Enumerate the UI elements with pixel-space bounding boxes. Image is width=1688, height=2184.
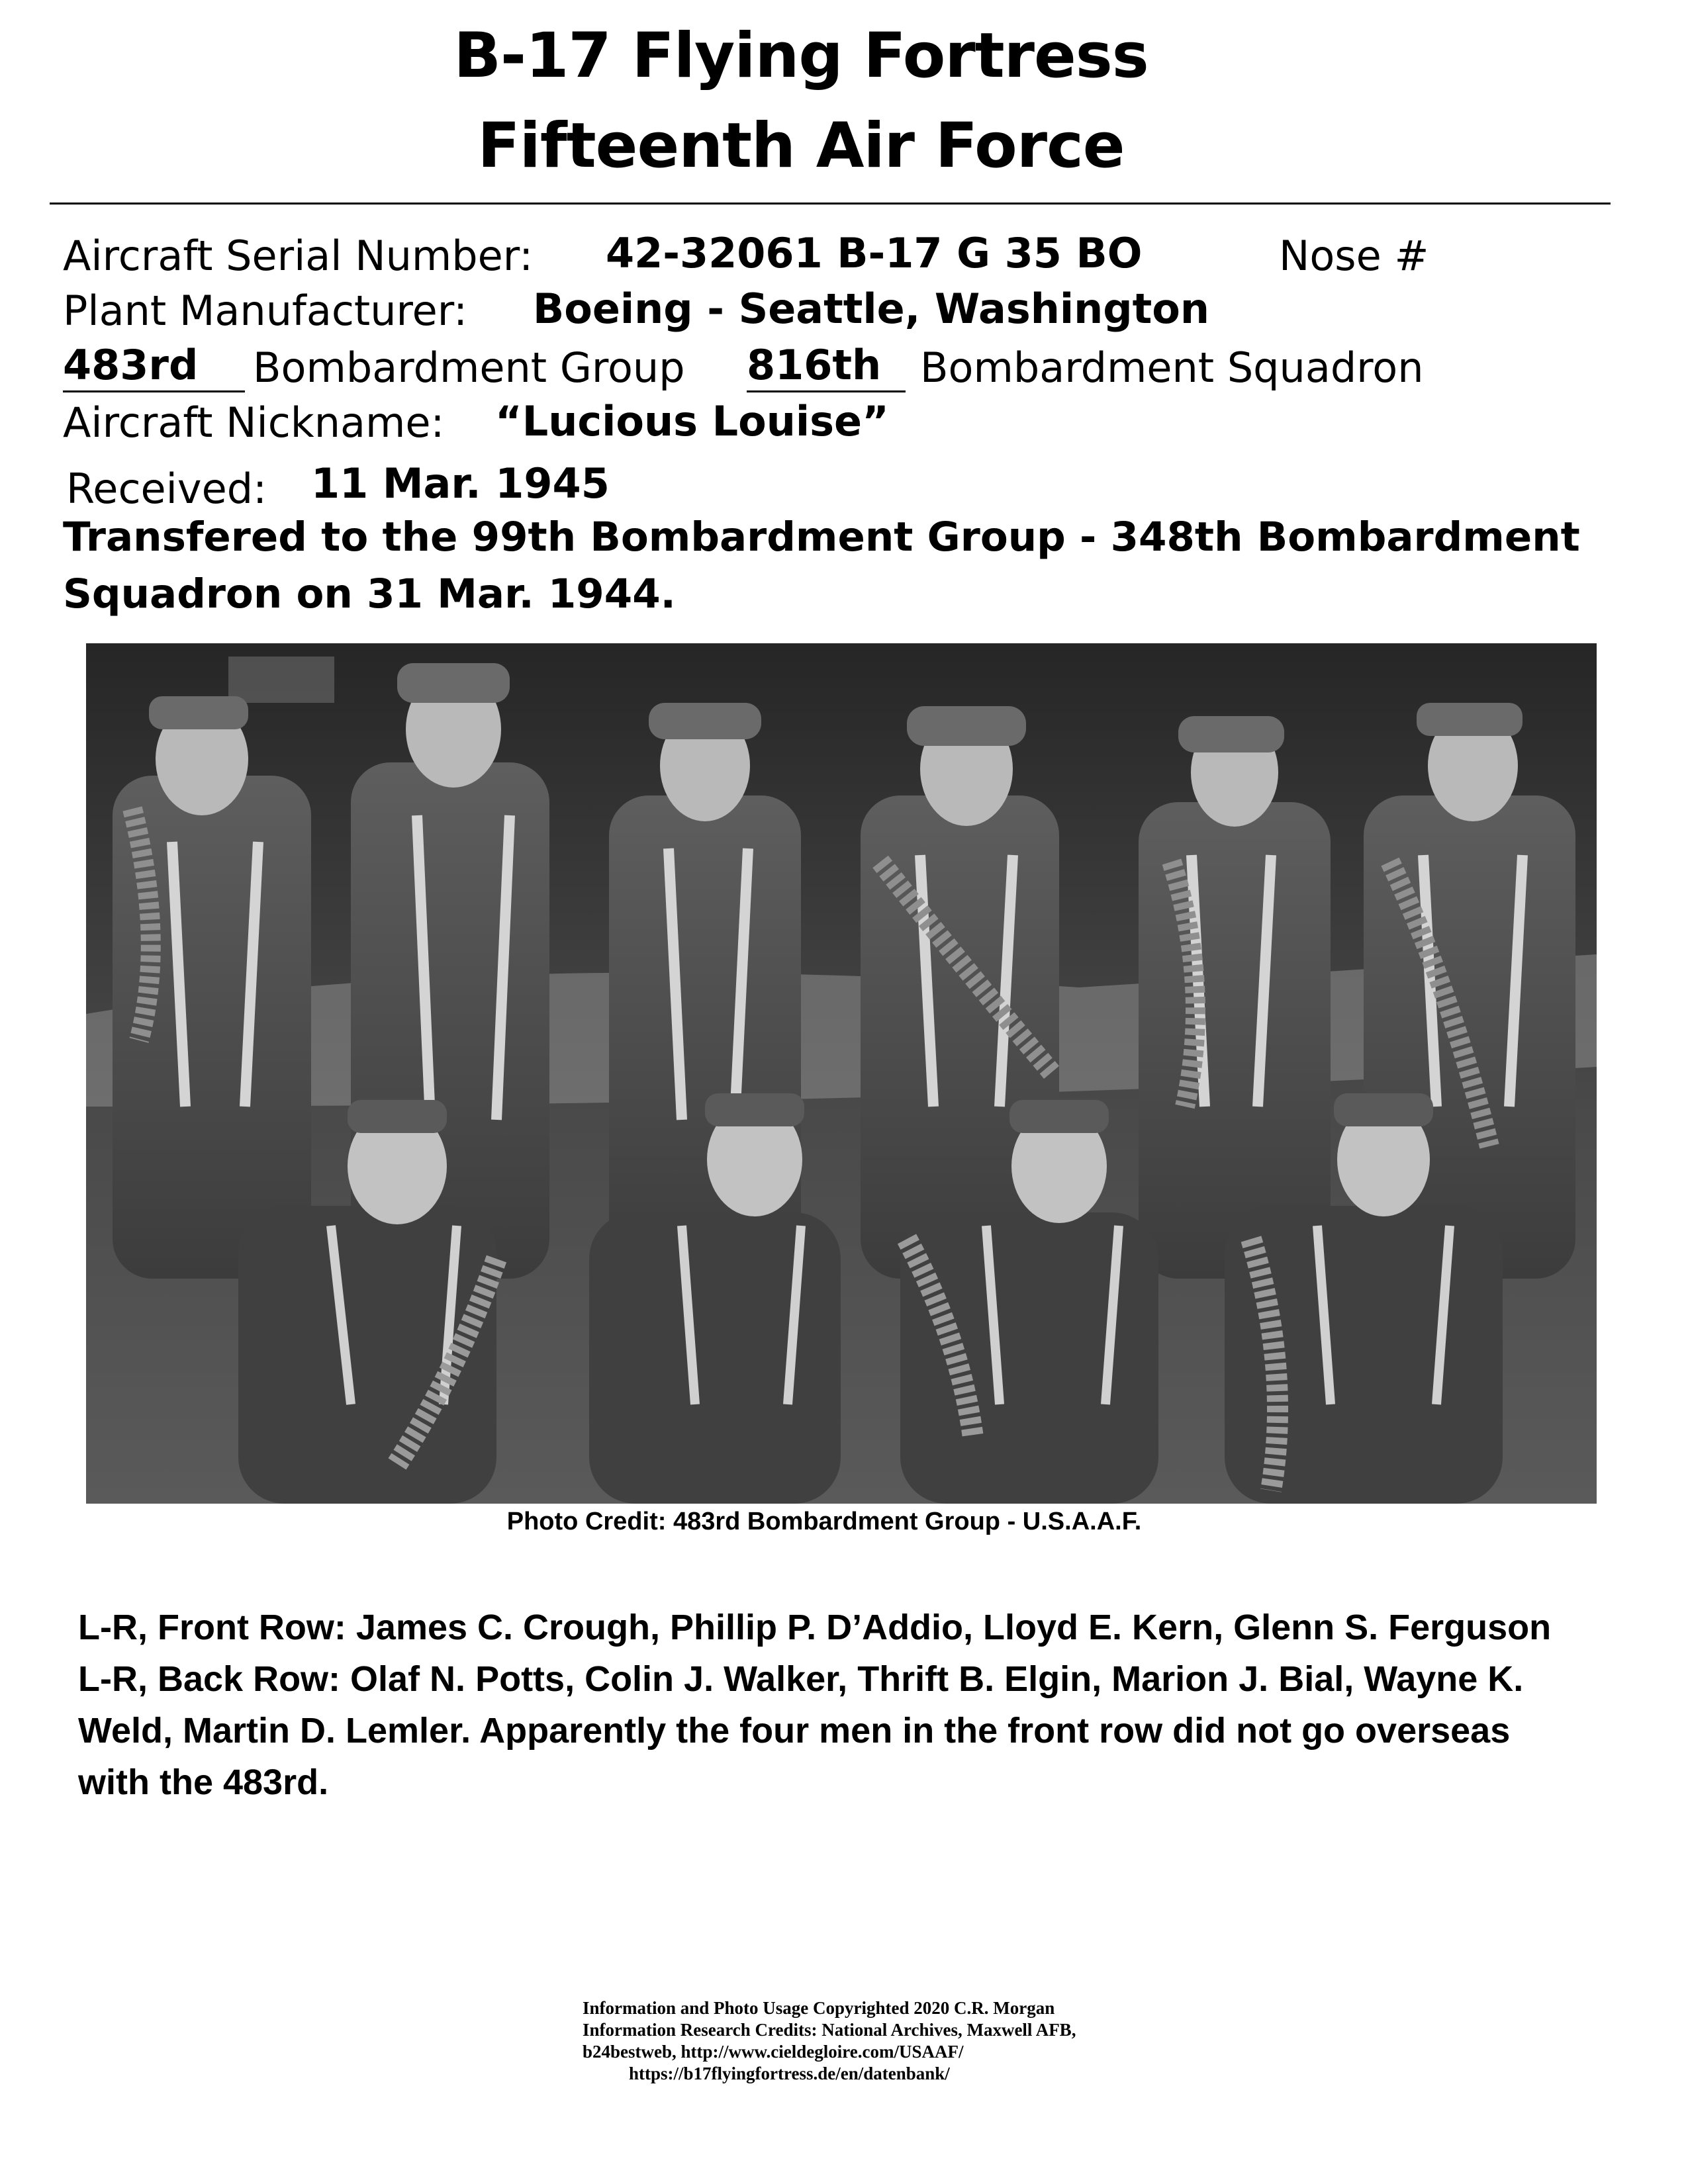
- crew-caption: [78, 1602, 1640, 1808]
- group-label: Bombardment Group: [253, 343, 685, 392]
- footer-line-2: Information Research Credits: National Archives, Maxwell AFB,: [583, 2020, 1076, 2040]
- caption-line-4: with the 483rd.: [78, 1762, 329, 1802]
- transfer-note-line2: Squadron on 31 Mar. 1944.: [63, 570, 676, 617]
- squadron-value: 816th: [747, 341, 906, 392]
- serial-label: Aircraft Serial Number:: [63, 232, 534, 280]
- title-divider: [50, 203, 1611, 205]
- footer-line-1: Information and Photo Usage Copyrighted 2020 C.R. Morgan: [583, 1998, 1055, 2018]
- crew-photo: [86, 643, 1597, 1504]
- page-title-line2: Fifteenth Air Force: [477, 110, 1125, 182]
- nickname-value: “Lucious Louise”: [495, 397, 889, 445]
- page-title-line1: B-17 Flying Fortress: [453, 20, 1149, 92]
- transfer-note-line1: Transfered to the 99th Bombardment Group - 348th Bombardment: [63, 514, 1580, 561]
- caption-line-3: Weld, Martin D. Lemler. Apparently the four men in the front row did not go overseas: [78, 1711, 1511, 1751]
- photo-credit: Photo Credit: 483rd Bombardment Group - U.S.A.A.F.: [506, 1508, 1142, 1535]
- plant-value: Boeing - Seattle, Washington: [533, 285, 1210, 333]
- footer-line-4: https://b17flyingfortress.de/en/datenbank/: [629, 2064, 950, 2083]
- squadron-label: Bombardment Squadron: [920, 343, 1424, 392]
- caption-line-2: L-R, Back Row: Olaf N. Potts, Colin J. Walker, Thrift B. Elgin, Marion J. Bial, Wayne K.: [78, 1659, 1524, 1699]
- copyright-footer: [583, 1997, 1076, 2085]
- crew-photo-illustration: [86, 643, 1597, 1504]
- group-value: 483rd: [63, 341, 245, 392]
- plant-label: Plant Manufacturer:: [63, 287, 468, 335]
- footer-line-3: b24bestweb, http://www.cieldegloire.com/USAAF/: [583, 2042, 964, 2062]
- serial-value: 42-32061 B-17 G 35 BO: [606, 229, 1143, 277]
- caption-line-1: L-R, Front Row: James C. Crough, Phillip P. D’Addio, Lloyd E. Kern, Glenn S. Ferguson: [78, 1608, 1552, 1647]
- nose-label: Nose #: [1279, 232, 1429, 280]
- nickname-label: Aircraft Nickname:: [63, 398, 445, 447]
- received-label: Received:: [66, 465, 267, 513]
- received-value: 11 Mar. 1945: [311, 459, 610, 508]
